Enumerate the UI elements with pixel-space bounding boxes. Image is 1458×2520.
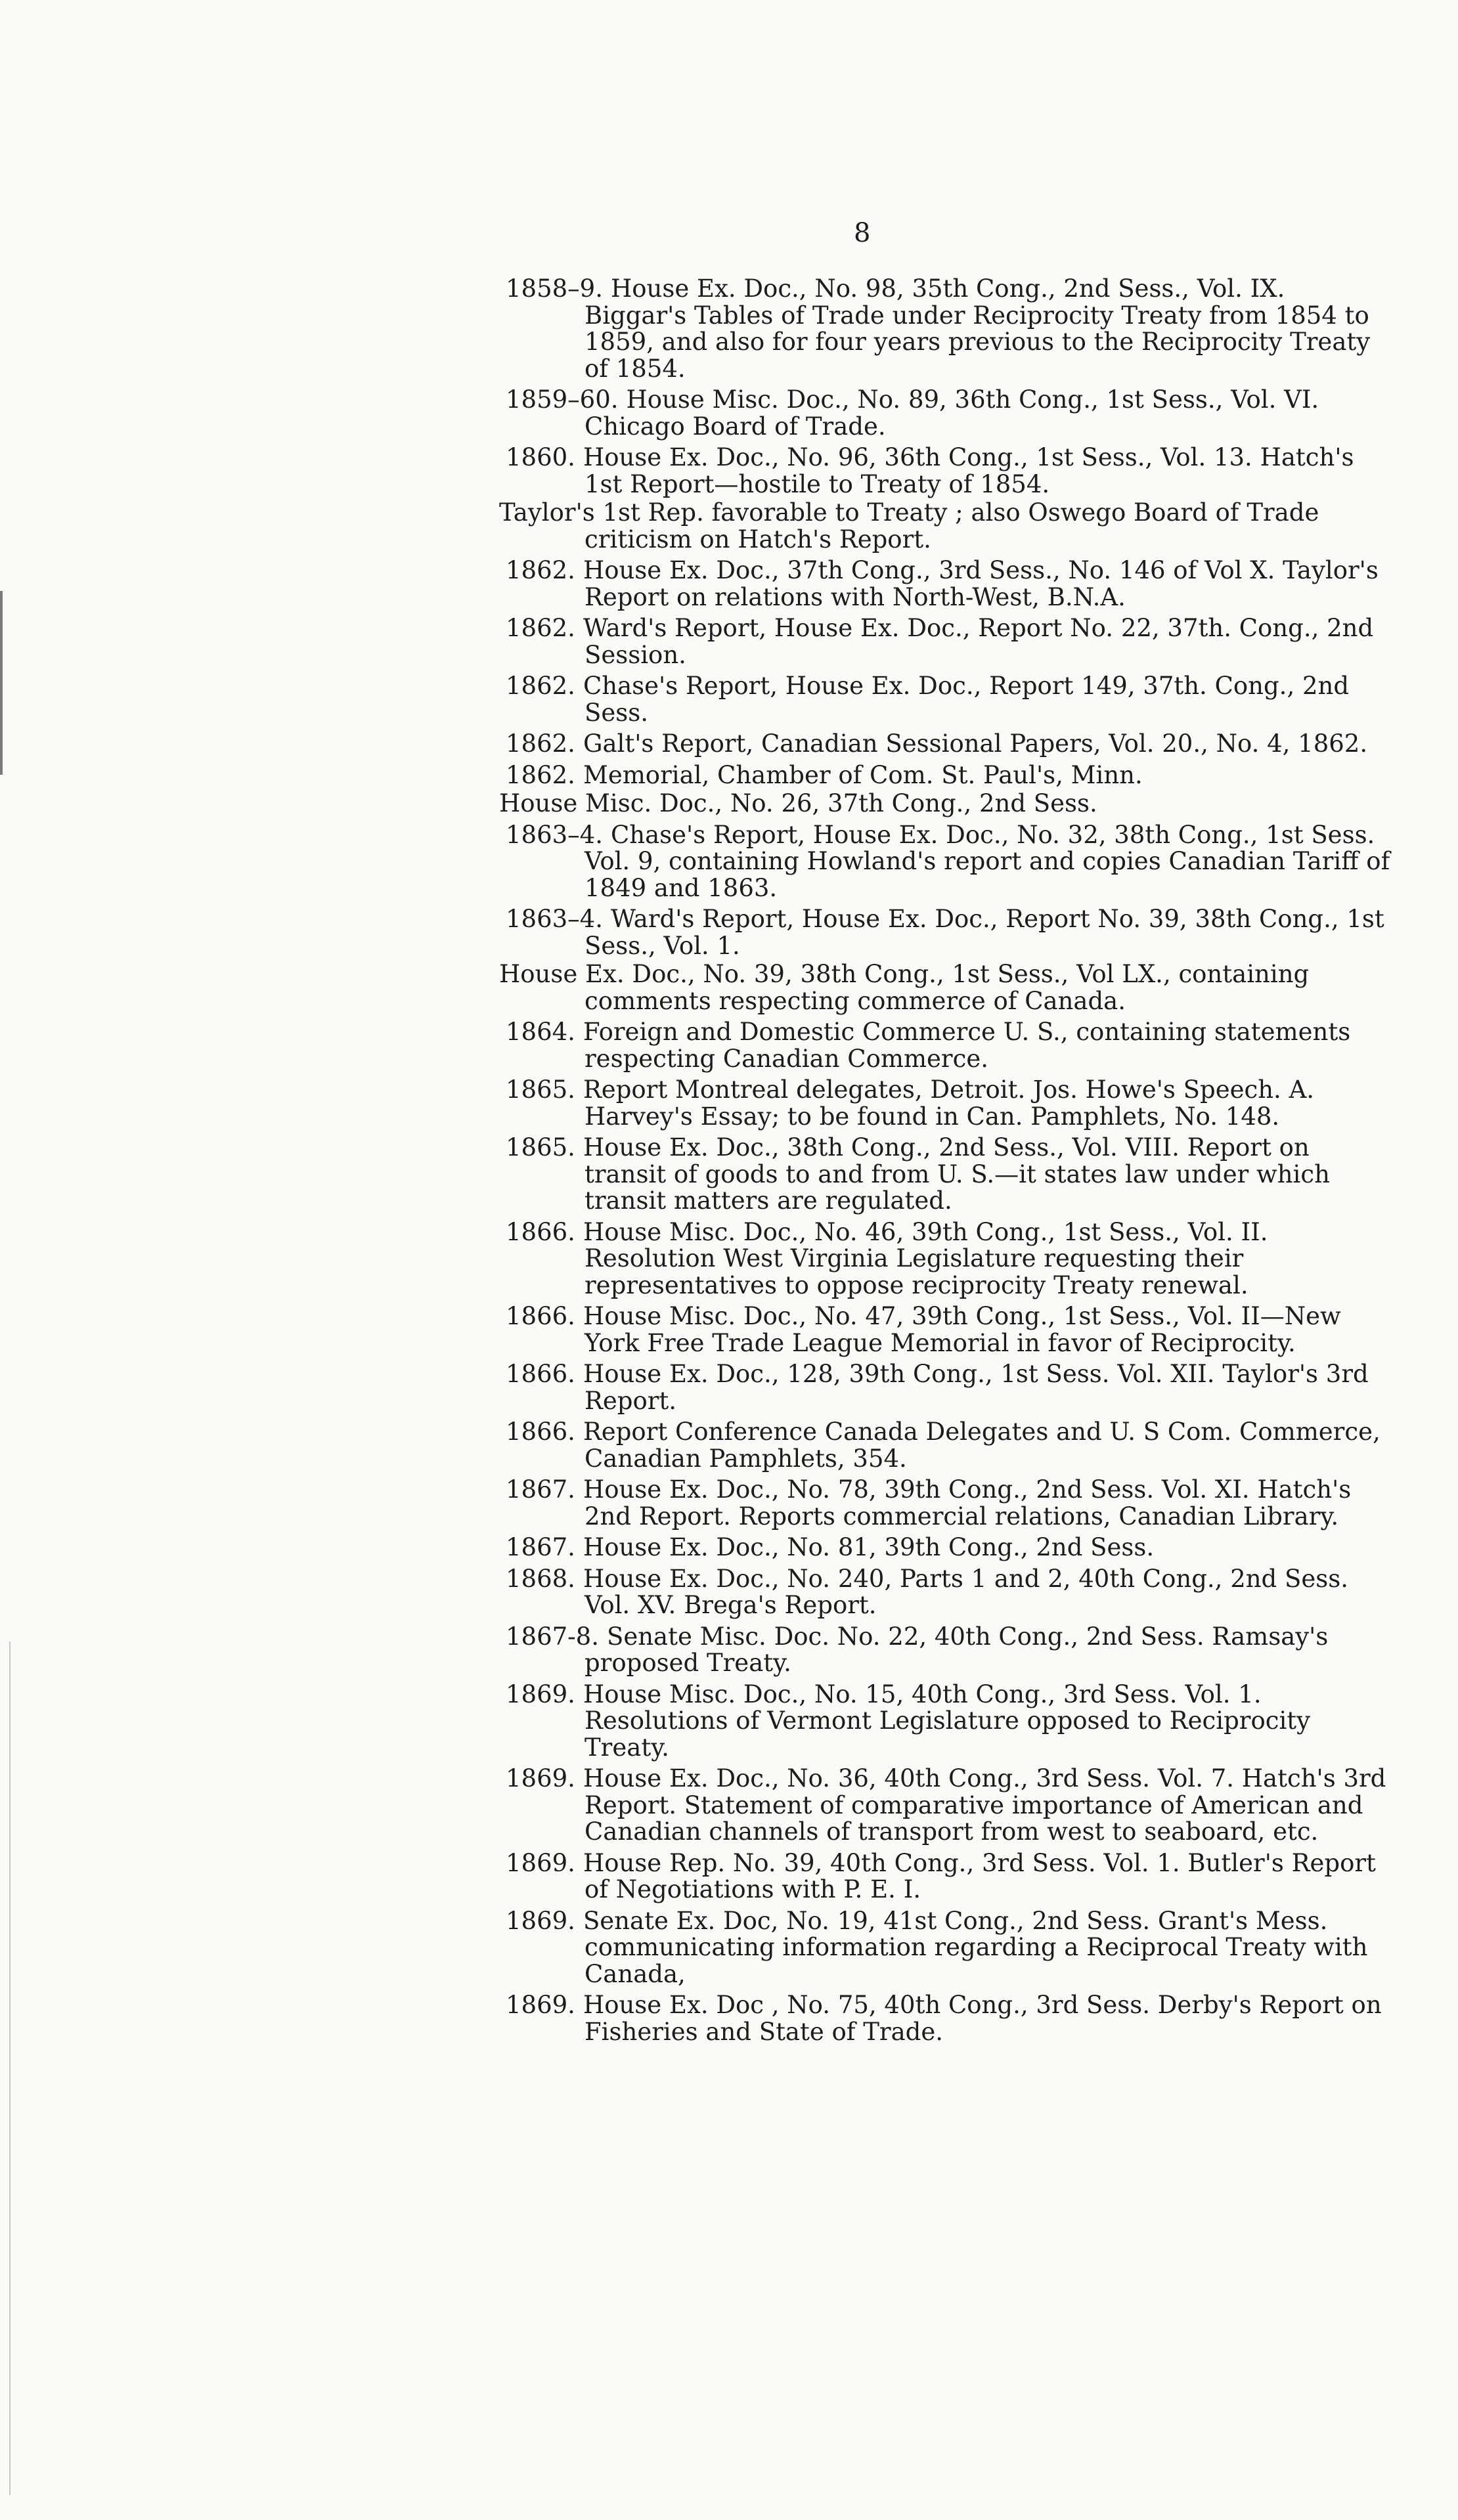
bibliography-entry	[453, 615, 1392, 668]
bibliography-entry	[453, 906, 1392, 959]
bibliography-entry	[453, 1419, 1392, 1472]
entry-text: Galt's Report, Canadian Sessional Papers, Vol. 20., No. 4, 1862.	[583, 729, 1368, 758]
bibliography-entry	[453, 500, 1392, 553]
entry-year: 1866.	[506, 1418, 575, 1446]
entry-text: House Ex. Doc., No. 36, 40th Cong., 3rd Sess. Vol. 7. Hatch's 3rd Report. Statement of comparative importance of American and Canadian channels of transport from west to seaboard, etc.	[583, 1764, 1386, 1846]
entry-text: Ward's Report, House Ex. Doc., Report No. 22, 37th. Cong., 2nd Session.	[583, 614, 1374, 669]
entry-text: House Ex. Doc., No. 39, 38th Cong., 1st Sess., Vol LX., containing comments respecting commerce of Canada.	[499, 960, 1310, 1015]
entry-year: 1858–9.	[506, 274, 603, 303]
entry-year: 1869.	[506, 1764, 575, 1792]
bibliography-entry	[453, 1624, 1392, 1677]
entry-year: 1869.	[506, 1848, 575, 1877]
entry-year: 1869.	[506, 1906, 575, 1935]
entry-year: 1866.	[506, 1302, 575, 1330]
entry-text: Taylor's 1st Rep. favorable to Treaty ; also Oswego Board of Trade criticism on Hatch's Report.	[499, 498, 1319, 554]
entry-year: 1862.	[506, 729, 575, 758]
bibliography-entry	[453, 1219, 1392, 1299]
entry-text: House Misc. Doc., No. 47, 39th Cong., 1st Sess., Vol. II—New York Free Trade League Memorial in favor of Reciprocity.	[583, 1302, 1341, 1357]
entry-year: 1859–60.	[506, 385, 619, 414]
entry-text: Senate Misc. Doc. No. 22, 40th Cong., 2nd Sess. Ramsay's proposed Treaty.	[585, 1622, 1329, 1677]
entry-text: House Misc. Doc., No. 26, 37th Cong., 2nd Sess.	[499, 789, 1097, 817]
bibliography-entry	[453, 791, 1392, 817]
entry-year: 1860.	[506, 443, 575, 471]
entry-year: 1867-8.	[506, 1622, 599, 1651]
entry-year: 1867.	[506, 1533, 575, 1561]
bibliography-entry	[453, 1850, 1392, 1903]
bibliography-entry	[453, 557, 1392, 611]
entry-text: House Ex. Doc , No. 75, 40th Cong., 3rd Sess. Derby's Report on Fisheries and State of Trade.	[583, 1991, 1382, 2046]
entry-text: House Ex. Doc., 37th Cong., 3rd Sess., No. 146 of Vol X. Taylor's Report on relations with North-West, B.N.A.	[583, 556, 1379, 611]
bibliography-entry	[453, 1303, 1392, 1357]
entry-text: House Ex. Doc., No. 81, 39th Cong., 2nd Sess.	[583, 1533, 1155, 1561]
bibliography-entry	[453, 387, 1392, 440]
entry-text: House Ex. Doc., 38th Cong., 2nd Sess., Vol. VIII. Report on transit of goods to and from U. S.—it states law under which transit matters are regulated.	[583, 1133, 1330, 1215]
bibliography-entry	[453, 1566, 1392, 1619]
entry-year: 1862.	[506, 614, 575, 642]
entry-year: 1869.	[506, 1991, 575, 2019]
page-number: 8	[854, 218, 871, 248]
bibliography-entry	[453, 445, 1392, 498]
binding-edge-mark-lower	[9, 1641, 11, 2495]
entry-year: 1863–4.	[506, 820, 603, 849]
entry-text: Foreign and Domestic Commerce U. S., containing statements respecting Canadian Commerce.	[583, 1018, 1351, 1073]
binding-edge-mark	[0, 591, 3, 775]
bibliography-entry	[453, 1766, 1392, 1846]
entry-text: House Ex. Doc., No. 78, 39th Cong., 2nd Sess. Vol. XI. Hatch's 2nd Report. Reports commercial relations, Canadian Library.	[583, 1475, 1352, 1531]
entry-year: 1862.	[506, 556, 575, 584]
entry-text: House Rep. No. 39, 40th Cong., 3rd Sess. Vol. 1. Butler's Report of Negotiations with P. E. I.	[583, 1848, 1376, 1903]
entry-year: 1866.	[506, 1360, 575, 1388]
entry-year: 1862.	[506, 760, 575, 789]
bibliography-list	[453, 276, 1392, 2050]
bibliography-entry	[453, 822, 1392, 902]
entry-year: 1869.	[506, 1680, 575, 1708]
bibliography-entry	[453, 1019, 1392, 1072]
bibliography-entry	[453, 961, 1392, 1014]
entry-year: 1866.	[506, 1217, 575, 1246]
entry-text: Report Conference Canada Delegates and U. S Com. Commerce, Canadian Pamphlets, 354.	[583, 1418, 1381, 1473]
bibliography-entry	[453, 762, 1392, 789]
entry-text: Memorial, Chamber of Com. St. Paul's, Minn.	[583, 760, 1143, 789]
entry-text: Report Montreal delegates, Detroit. Jos. Howe's Speech. A. Harvey's Essay; to be found in Can. Pamphlets, No. 148.	[583, 1075, 1315, 1131]
entry-text: House Misc. Doc., No. 15, 40th Cong., 3rd Sess. Vol. 1. Resolutions of Vermont Legislature opposed to Reciprocity Treaty.	[583, 1680, 1311, 1762]
bibliography-entry	[453, 1477, 1392, 1530]
bibliography-entry	[453, 1135, 1392, 1215]
bibliography-entry	[453, 1077, 1392, 1130]
entry-text: Senate Ex. Doc, No. 19, 41st Cong., 2nd Sess. Grant's Mess. communicating information regarding a Reciprocal Treaty with Canada,	[583, 1906, 1368, 1988]
entry-text: Chase's Report, House Ex. Doc., No. 32, 38th Cong., 1st Sess. Vol. 9, containing Howland's report and copies Canadian Tariff of 1849 and 1863.	[585, 820, 1390, 902]
entry-text: Ward's Report, House Ex. Doc., Report No. 39, 38th Cong., 1st Sess., Vol. 1.	[585, 905, 1384, 960]
bibliography-entry	[453, 1361, 1392, 1414]
entry-year: 1862.	[506, 672, 575, 700]
bibliography-entry	[453, 1992, 1392, 2045]
bibliography-entry	[453, 276, 1392, 382]
entry-year: 1864.	[506, 1018, 575, 1046]
entry-text: Chase's Report, House Ex. Doc., Report 149, 37th. Cong., 2nd Sess.	[583, 672, 1350, 727]
entry-text: House Misc. Doc., No. 89, 36th Cong., 1st Sess., Vol. VI. Chicago Board of Trade.	[585, 385, 1319, 441]
entry-text: House Ex. Doc., No. 98, 35th Cong., 2nd Sess., Vol. IX. Biggar's Tables of Trade under Reciprocity Treaty from 1854 to 1859, and also for four years previous to the Reciprocity Treaty of 1854.	[585, 274, 1371, 383]
bibliography-entry	[453, 1908, 1392, 1988]
entry-year: 1865.	[506, 1133, 575, 1162]
entry-year: 1863–4.	[506, 905, 603, 933]
entry-year: 1865.	[506, 1075, 575, 1104]
entry-year: 1868.	[506, 1564, 575, 1593]
entry-text: House Ex. Doc., 128, 39th Cong., 1st Sess. Vol. XII. Taylor's 3rd Report.	[583, 1360, 1369, 1415]
bibliography-entry	[453, 731, 1392, 758]
entry-text: House Misc. Doc., No. 46, 39th Cong., 1st Sess., Vol. II. Resolution West Virginia Legislature requesting their representatives to oppose reciprocity Treaty renewal.	[583, 1217, 1268, 1299]
entry-text: House Ex. Doc., No. 240, Parts 1 and 2, 40th Cong., 2nd Sess. Vol. XV. Brega's Report.	[583, 1564, 1348, 1619]
bibliography-entry	[453, 1682, 1392, 1762]
entry-year: 1867.	[506, 1475, 575, 1504]
bibliography-entry	[453, 1534, 1392, 1561]
entry-text: House Ex. Doc., No. 96, 36th Cong., 1st Sess., Vol. 13. Hatch's 1st Report—hostile to Treaty of 1854.	[583, 443, 1354, 498]
bibliography-entry	[453, 673, 1392, 726]
